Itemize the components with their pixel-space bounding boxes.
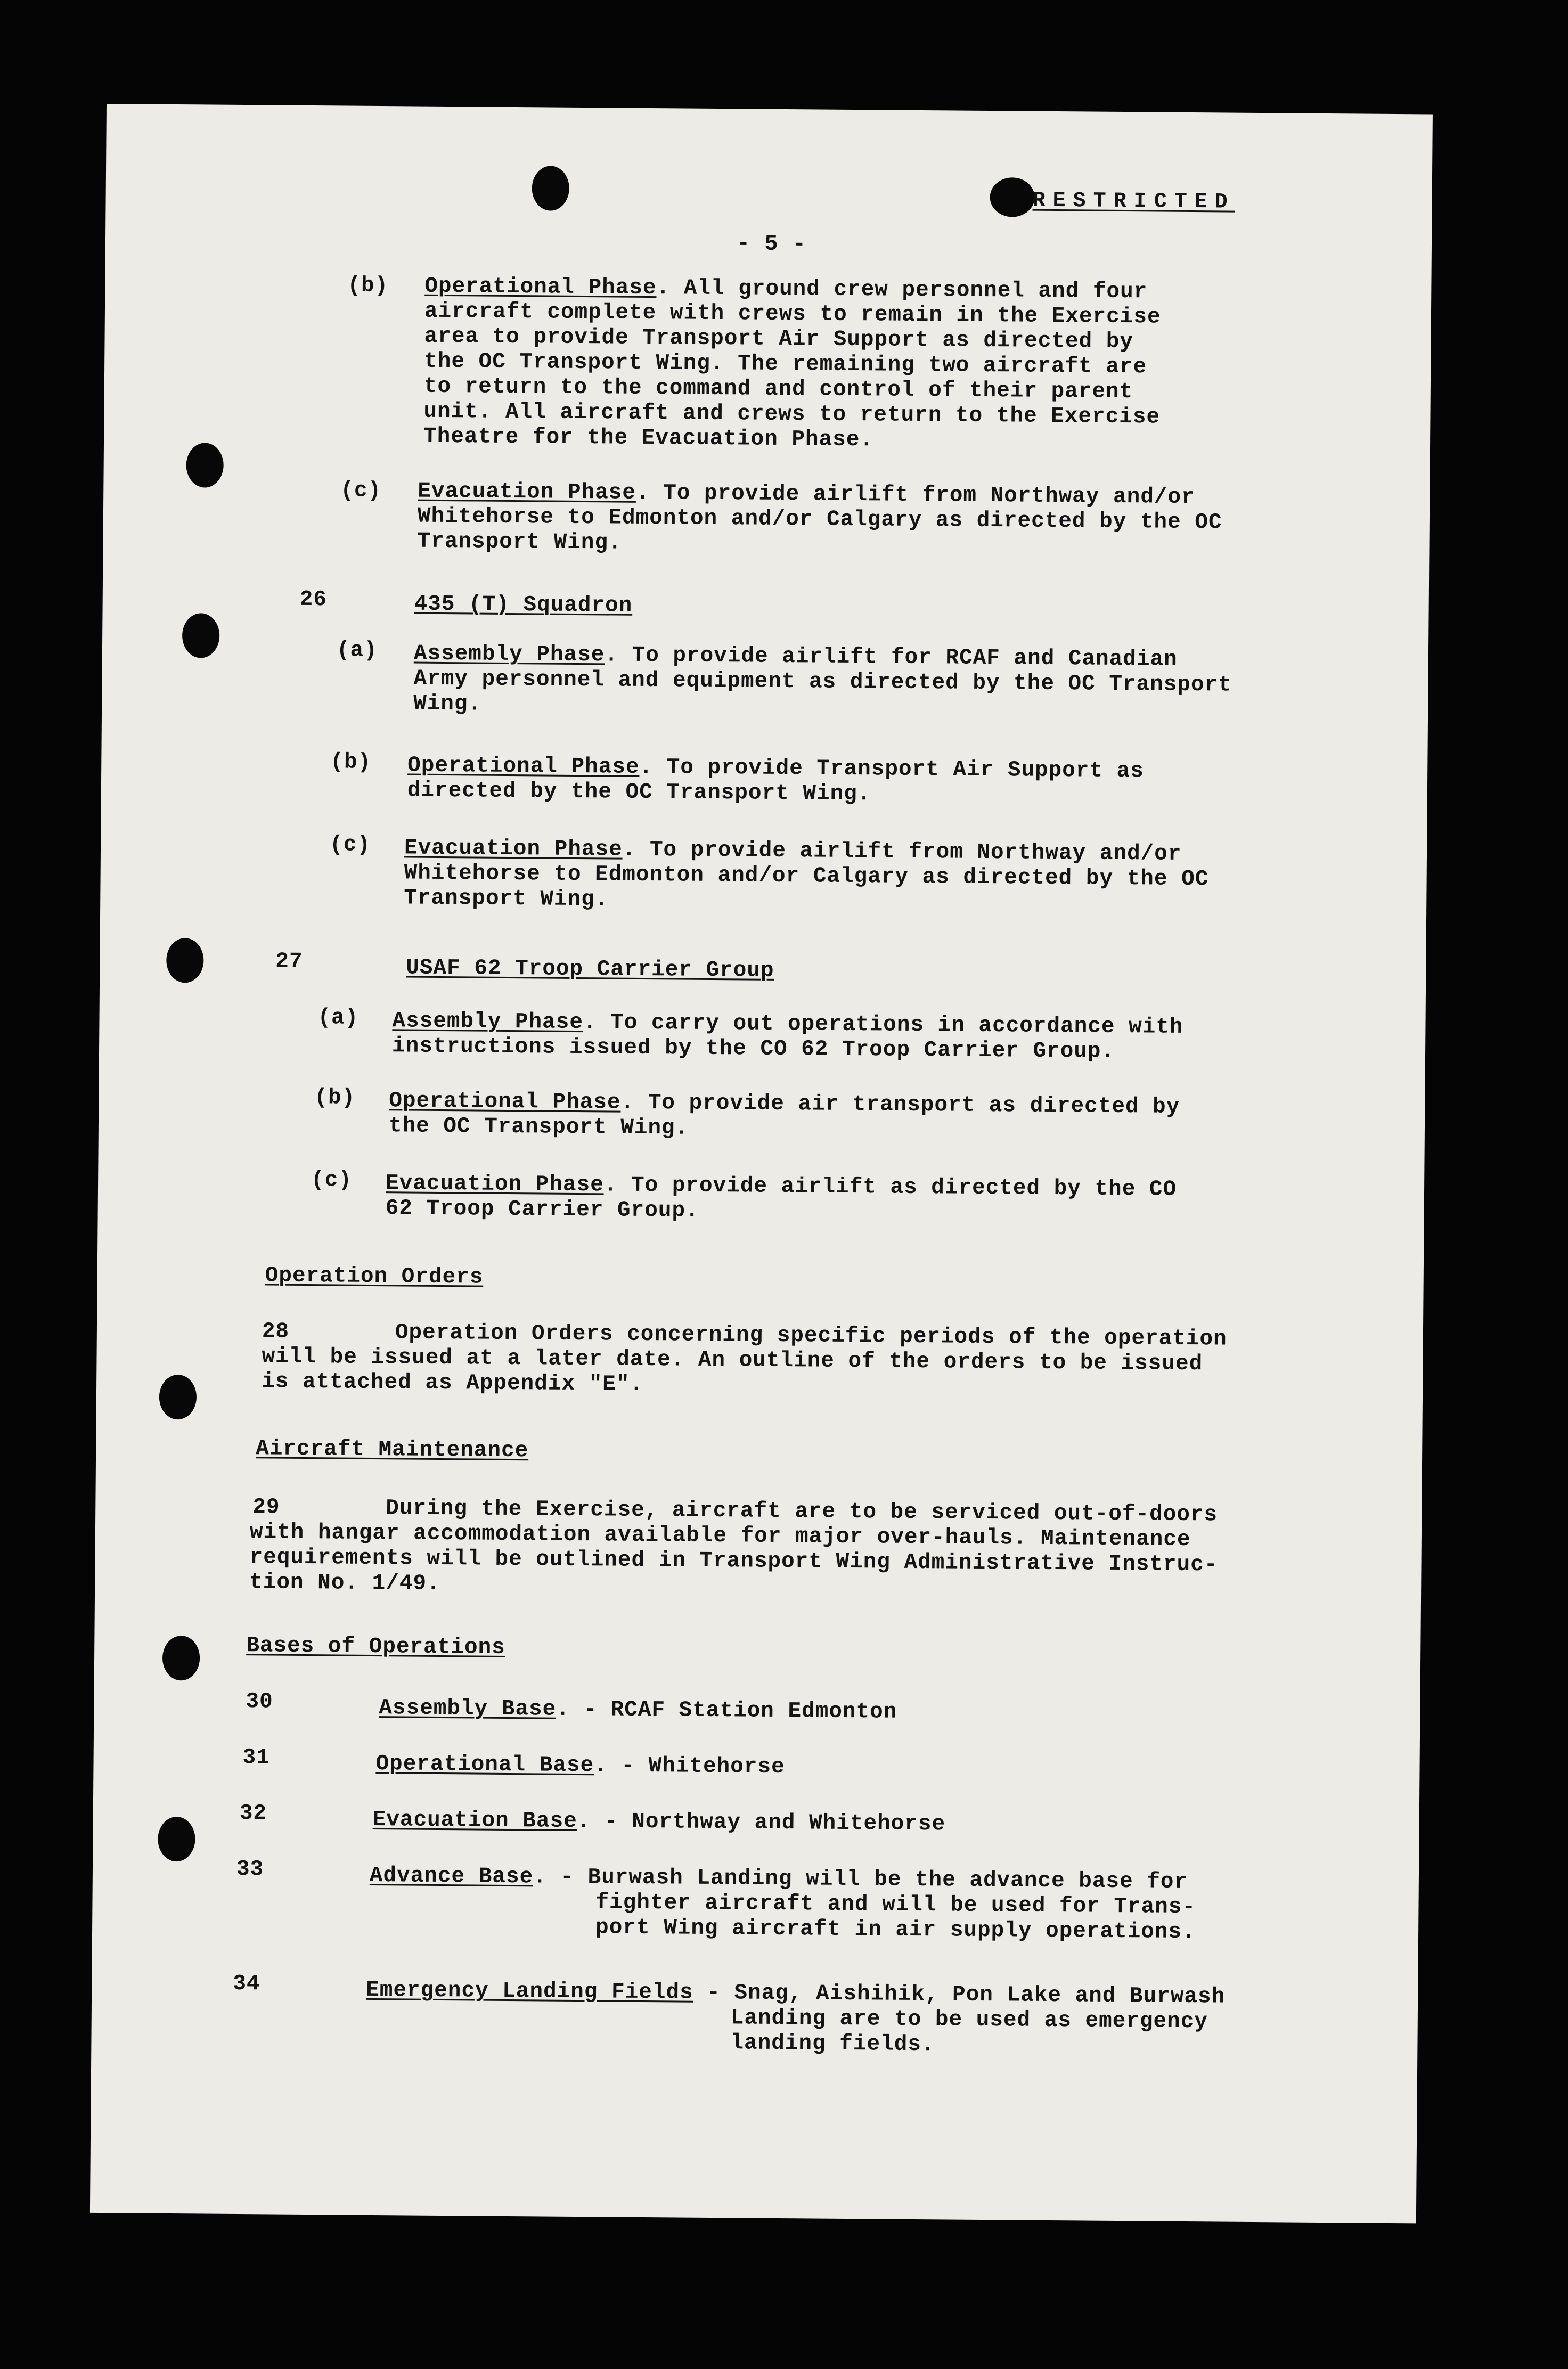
punch-hole <box>159 1375 197 1420</box>
section-heading: Bases of Operations <box>246 1633 505 1660</box>
section-heading: 435 (T) Squadron <box>414 592 633 618</box>
body-line: is attached as Appendix "E". <box>261 1369 644 1397</box>
body-line: the OC Transport Wing. <box>388 1114 689 1141</box>
item-label: (c) <box>329 832 371 857</box>
item-label: (b) <box>314 1085 356 1110</box>
item-label: (a) <box>317 1006 359 1031</box>
body-line: During the Exercise, aircraft are to be serviced out-of-doors <box>386 1496 1218 1527</box>
body-line: Transport Wing. <box>404 886 609 912</box>
ink-blot <box>990 177 1035 217</box>
base-entry: Operational Base. - Whitehorse <box>375 1752 785 1780</box>
base-title: Assembly Base <box>379 1696 557 1722</box>
paragraph-number: 32 <box>239 1801 267 1826</box>
subsection-title: Operational Phase <box>407 753 640 780</box>
item-label: (c) <box>311 1168 353 1193</box>
body-line: to return to the command and control of their parent <box>423 374 1133 405</box>
section-heading: USAF 62 Troop Carrier Group <box>406 955 774 983</box>
body-line: fighter aircraft and will be used for Trans- <box>595 1890 1196 1920</box>
body-line: requirements will be outlined in Transport Wing Administrative Instruc- <box>249 1545 1218 1578</box>
paragraph-number: 27 <box>275 949 303 974</box>
body-line: 62 Troop Carrier Group. <box>385 1196 699 1223</box>
body-line: the OC Transport Wing. The remaining two aircraft are <box>424 349 1147 380</box>
body-line: port Wing aircraft in air supply operations. <box>595 1915 1196 1945</box>
subsection-line: Operational Phase. To provide air transport as directed by <box>389 1089 1180 1120</box>
subsection-title: Evacuation Phase <box>418 479 636 505</box>
paragraph-number: 28 <box>262 1319 290 1344</box>
body-line: directed by the OC Transport Wing. <box>407 778 871 807</box>
base-title: Evacuation Base <box>372 1808 577 1834</box>
subsection-line: Operational Phase. All ground crew personnel and four <box>424 274 1148 305</box>
section-heading: Operation Orders <box>265 1263 484 1290</box>
paragraph-number: 33 <box>236 1857 264 1882</box>
item-label: (b) <box>330 750 372 775</box>
subsection-title: Assembly Phase <box>392 1009 584 1035</box>
subsection-line: Evacuation Phase. To provide airlift from Northway and/or <box>418 479 1195 510</box>
subsection-title: Evacuation Phase <box>385 1171 604 1198</box>
paragraph-number: 26 <box>299 587 328 612</box>
punch-hole <box>162 1636 200 1681</box>
paragraph-number: 29 <box>252 1495 280 1520</box>
item-label: (a) <box>336 638 378 664</box>
body-line: with hangar accommodation available for major over-hauls. Maintenance <box>249 1520 1191 1553</box>
body-line: Whitehorse to Edmonton and/or Calgary as directed by the OC <box>417 504 1222 535</box>
base-entry: Emergency Landing Fields - Snag, Aishihik, Pon Lake and Burwash <box>366 1978 1226 2009</box>
item-label: (c) <box>340 478 382 504</box>
body-line: tion No. 1/49. <box>249 1570 440 1597</box>
paragraph-number: 34 <box>233 1971 260 1997</box>
punch-hole <box>166 938 204 983</box>
body-line: Theatre for the Evacuation Phase. <box>423 424 874 453</box>
punch-hole <box>158 1817 195 1862</box>
subsection-line: Operational Phase. To provide Transport Air Support as <box>407 753 1145 784</box>
base-title: Operational Base <box>375 1752 594 1778</box>
base-title: Emergency Landing Fields <box>366 1978 693 2005</box>
body-line: Transport Wing. <box>417 529 622 556</box>
punch-hole <box>532 166 569 211</box>
subsection-title: Assembly Phase <box>413 641 605 668</box>
punch-hole <box>182 613 220 658</box>
body-line: Operation Orders concerning specific periods of the operation <box>395 1320 1227 1352</box>
subsection-line: Evacuation Phase. To provide airlift from Northway and/or <box>404 836 1182 867</box>
document-page <box>90 104 1433 2223</box>
body-line: unit. All aircraft and crews to return to the Exercise <box>423 399 1161 430</box>
base-title: Advance Base <box>369 1863 534 1890</box>
section-heading: Aircraft Maintenance <box>255 1436 529 1464</box>
base-entry: Assembly Base. - RCAF Station Edmonton <box>379 1696 897 1725</box>
subsection-line: Assembly Phase. To carry out operations in accordance with <box>392 1009 1183 1040</box>
body-line: Army personnel and equipment as directed by the OC Transport <box>413 666 1232 698</box>
body-line: Landing are to be used as emergency <box>730 2006 1208 2035</box>
punch-hole <box>186 443 224 488</box>
body-line: Whitehorse to Edmonton and/or Calgary as directed by the OC <box>404 861 1209 892</box>
subsection-line: Evacuation Phase. To provide airlift as directed by the CO <box>385 1171 1177 1202</box>
subsection-title: Evacuation Phase <box>404 836 623 862</box>
body-line: Wing. <box>413 691 482 717</box>
item-label: (b) <box>347 273 389 299</box>
subsection-title: Operational Phase <box>424 274 657 301</box>
classification-marking: RESTRICTED <box>1032 189 1235 215</box>
subsection-line: Assembly Phase. To provide airlift for RCAF and Canadian <box>413 641 1178 672</box>
body-line: landing fields. <box>730 2031 935 2057</box>
paragraph-number: 31 <box>242 1745 271 1770</box>
body-line: instructions issued by the CO 62 Troop Carrier Group. <box>391 1034 1115 1064</box>
paragraph-number: 30 <box>246 1689 273 1714</box>
body-line: aircraft complete with crews to remain in the Exercise <box>424 299 1161 330</box>
body-line: area to provide Transport Air Support as directed by <box>424 324 1134 355</box>
subsection-title: Operational Phase <box>389 1089 621 1115</box>
base-entry: Evacuation Base. - Northway and Whitehorse <box>372 1808 946 1837</box>
body-line: will be issued at a later date. An outline of the orders to be issued <box>262 1344 1203 1377</box>
page-number: - 5 - <box>736 231 807 257</box>
base-entry: Advance Base. - Burwash Landing will be the advance base for <box>369 1863 1188 1895</box>
